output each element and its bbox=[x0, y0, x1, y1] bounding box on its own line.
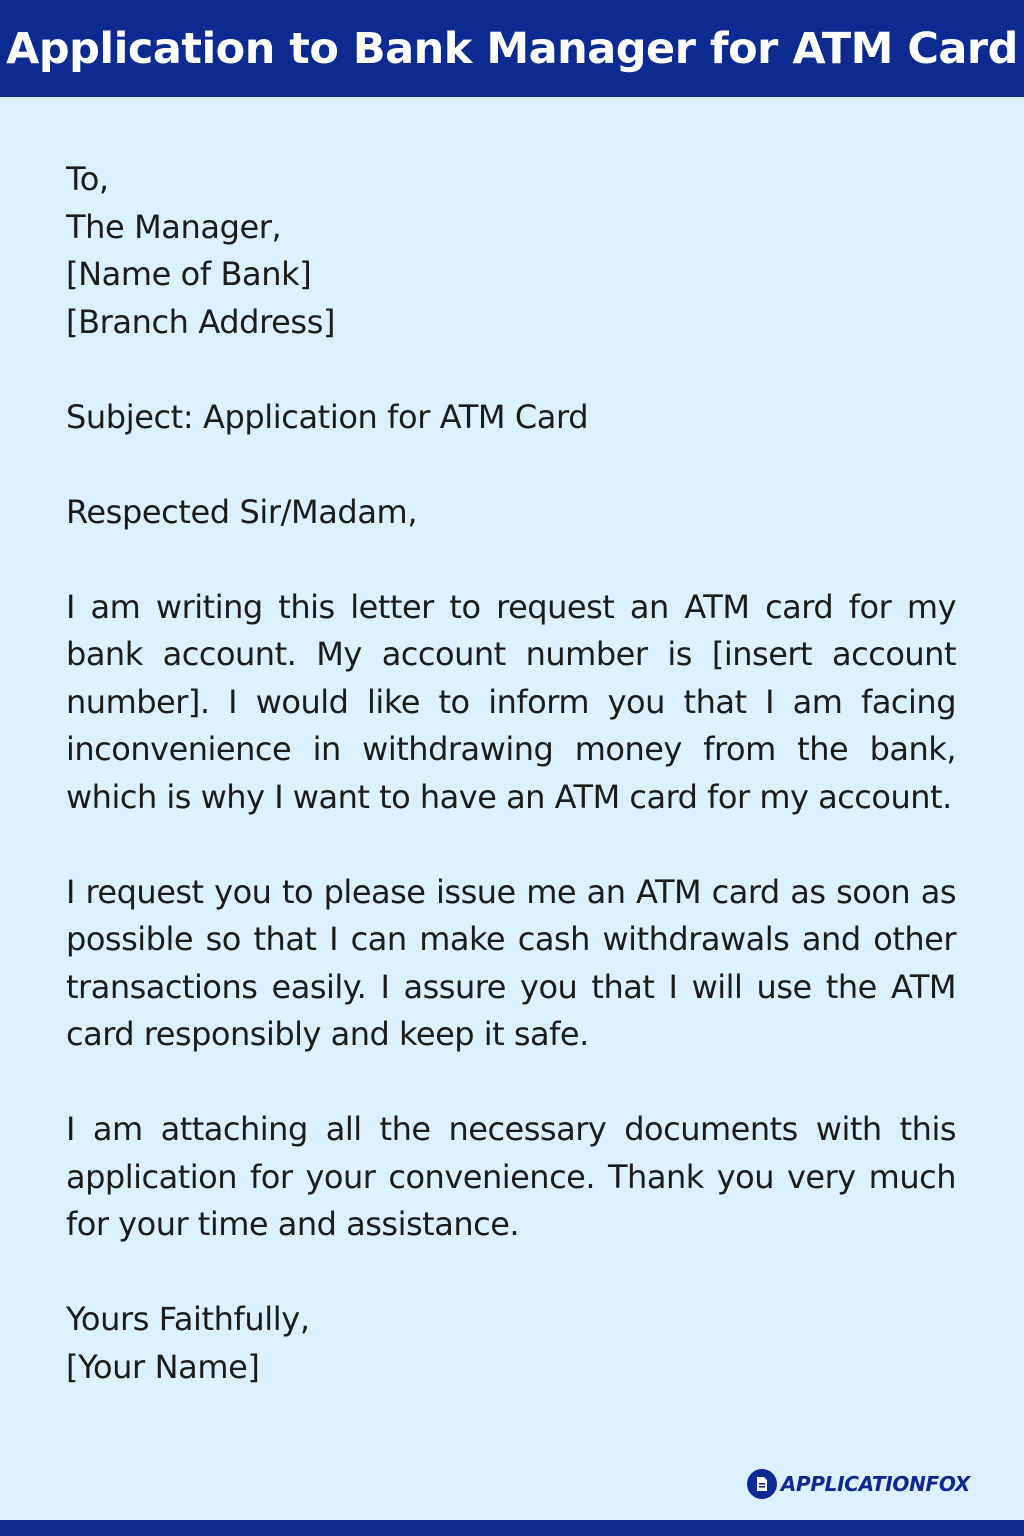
signature-placeholder: [Your Name] bbox=[66, 1347, 260, 1386]
closing: Yours Faithfully, bbox=[66, 1300, 310, 1338]
body-paragraph: I request you to please issue me an ATM card as soon as possible so that I can make cash withdrawals and other transactions easily. I assure you that I will use the ATM card responsibly and keep it safe. bbox=[66, 872, 956, 1053]
applicationfox-logo bbox=[747, 1469, 970, 1499]
address-line: [Branch Address] bbox=[66, 302, 336, 341]
body-paragraph: I am writing this letter to request an ATM card for my bank account. My account number is [insert account number]. I would like to inform you that I am facing inconvenience in withdrawing money from the bank, which is why I want to have an ATM card for my account. bbox=[66, 587, 956, 816]
address-line: The Manager, bbox=[66, 207, 282, 246]
document-icon bbox=[747, 1469, 777, 1499]
salutation: Respected Sir/Madam, bbox=[66, 492, 418, 531]
letter-body bbox=[66, 156, 956, 1391]
bottom-bar bbox=[0, 1520, 1024, 1536]
page-title: Application to Bank Manager for ATM Card bbox=[6, 23, 1018, 74]
subject-line: Subject: Application for ATM Card bbox=[66, 397, 589, 436]
address-line: [Name of Bank] bbox=[66, 255, 312, 293]
body-paragraph: I am attaching all the necessary documents with this application for your convenience. Thank you very much for your time and assistance. bbox=[66, 1110, 956, 1243]
recipient-address bbox=[66, 156, 956, 346]
address-line: To, bbox=[66, 160, 109, 198]
header-bar bbox=[0, 0, 1024, 97]
logo-text: APPLICATIONFOX bbox=[780, 1472, 970, 1496]
